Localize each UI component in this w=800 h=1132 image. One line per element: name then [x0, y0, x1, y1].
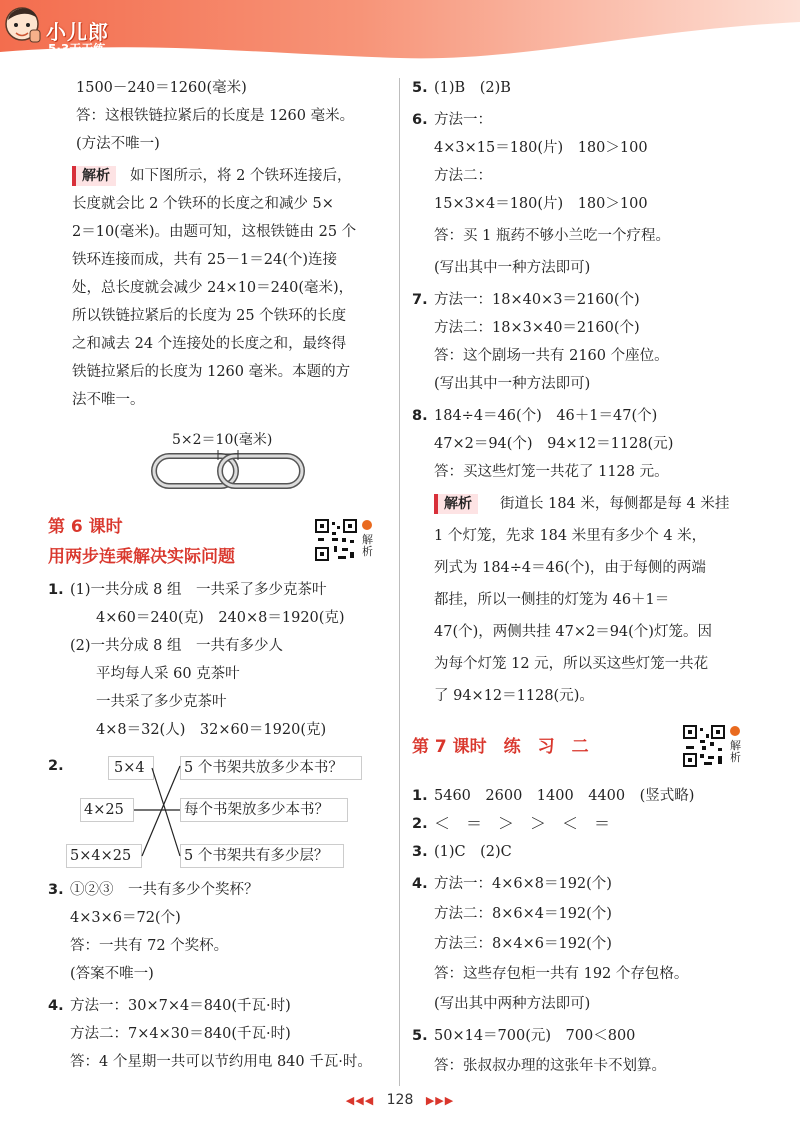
q1-line-3: (2)一共分成 8 组 一共有多少人 [70, 638, 283, 654]
r-q7-line-2: 方法二：18×3×40＝2160(个) [434, 320, 640, 336]
s7-q4-number: 4. [412, 876, 428, 892]
brand-logo [46, 14, 196, 58]
q2-box-r2 [180, 798, 348, 822]
s7-q5-line-1: 50×14＝700(元) 700＜800 [434, 1028, 636, 1044]
column-divider [399, 78, 400, 1086]
left-analysis-6: 所以铁链拉紧后的长度为 25 个铁环的长度 [72, 308, 347, 324]
r-q8-line-2: 47×2＝94(个) 94×12＝1128(元) [434, 436, 674, 452]
s7-q1-text: 5460 2600 1400 4400 (竖式略) [434, 788, 695, 804]
qr-label-right: 解析 [730, 739, 741, 764]
q2-left-3: 5×4×25 [70, 848, 132, 864]
r-analysis-5: 47(个)，两侧共挂 47×2＝94(个)灯笼。因 [434, 624, 712, 640]
r-analysis-2: 1 个灯笼，先求 184 米里有多少个 4 米， [434, 528, 707, 544]
r-q5-number: 5. [412, 80, 428, 96]
q3-line-3: 答：一共有 72 个奖杯。 [70, 938, 229, 954]
q2-right-3: 5 个书架共有多少层？ [184, 848, 329, 864]
section-7-title: 第 7 课时 练 习 二 [412, 737, 589, 757]
q2-box-r1 [180, 756, 362, 780]
q2-number: 2. [48, 758, 64, 774]
qr-label-left: 解析 [362, 533, 373, 558]
q1-line-6: 4×8＝32(人) 32×60＝1920(克) [96, 722, 327, 738]
q1-line-1: (1)一共分成 8 组 一共采了多少克茶叶 [70, 582, 327, 598]
r-q6-line-2: 4×3×15＝180(片) 180＞100 [434, 140, 648, 156]
play-icon [362, 520, 372, 530]
qr-code-icon[interactable] [314, 518, 358, 562]
q2-box-l2 [80, 798, 134, 822]
mascot-icon [0, 0, 44, 48]
prev-arrows-icon: ◀◀◀ [345, 1094, 375, 1107]
q1-number: 1. [48, 582, 64, 598]
s7-q5-number: 5. [412, 1028, 428, 1044]
left-analysis-8: 铁链拉紧后的长度为 1260 毫米。本题的方 [72, 364, 351, 380]
s7-q4-line-4: 答：这些存包柜一共有 192 个存包格。 [434, 966, 689, 982]
left-analysis-4: 铁环连接而成，共有 25－1＝24(个)连接 [72, 252, 338, 268]
r-q7-number: 7. [412, 292, 428, 308]
chain-figure-label: 5×2＝10(毫米) [172, 432, 273, 448]
r-analysis-6: 为每个灯笼 12 元，所以买这些灯笼一共花 [434, 656, 709, 672]
r-analysis-7: 了 94×12＝1128(元)。 [434, 688, 594, 704]
q1-line-5: 一共采了多少克茶叶 [96, 694, 227, 710]
r-q6-line-3: 方法二： [434, 168, 492, 184]
r-q6-line-4: 15×3×4＝180(片) 180＞100 [434, 196, 648, 212]
q4-line-3: 答：4 个星期一共可以节约用电 840 千瓦·时。 [70, 1054, 372, 1070]
q3-number: 3. [48, 882, 64, 898]
q3-line-1: ①②③ 一共有多少个奖杯？ [70, 882, 259, 898]
r-q6-line-6: (写出其中一种方法即可) [434, 260, 591, 276]
qr-code-icon-right[interactable] [682, 724, 726, 768]
left-analysis-9: 法不唯一。 [72, 392, 145, 408]
r-q5-text: (1)B (2)B [434, 80, 511, 96]
s7-q4-line-5: (写出其中两种方法即可) [434, 996, 591, 1012]
page-header [0, 0, 800, 62]
r-q8-number: 8. [412, 408, 428, 424]
q2-right-1: 5 个书架共放多少本书？ [184, 760, 343, 776]
q2-matching-lines [130, 760, 190, 870]
r-analysis-3: 列式为 184÷4＝46(个)，由于每侧的两端 [434, 560, 706, 576]
section-6-title: 第 6 课时 [48, 517, 123, 537]
q2-box-r3 [180, 844, 344, 868]
left-analysis-5: 处，总长度就会减少 24×10＝240(毫米)， [72, 280, 354, 296]
analysis-tag-left: 解析 [72, 166, 116, 186]
s7-q4-line-1: 方法一：4×6×8＝192(个) [434, 876, 612, 892]
page-footer [0, 1092, 800, 1108]
q3-line-4: (答案不唯一) [70, 966, 154, 982]
page-number: 128 [386, 1092, 414, 1108]
q4-line-2: 方法二：7×4×30＝840(千瓦·时) [70, 1026, 291, 1042]
chain-links-figure [148, 448, 308, 496]
r-analysis-4: 都挂，所以一侧挂的灯笼为 46＋1＝ [434, 592, 670, 608]
play-icon-right [730, 726, 740, 736]
s7-q3-text: (1)C (2)C [434, 844, 512, 860]
s7-q4-line-3: 方法三：8×4×6＝192(个) [434, 936, 612, 952]
s7-q1-number: 1. [412, 788, 428, 804]
r-q6-number: 6. [412, 112, 428, 128]
left-line-3: (方法不唯一) [76, 136, 160, 152]
left-line-2: 答：这根铁链拉紧后的长度是 1260 毫米。 [76, 108, 355, 124]
s7-q2-number: 2. [412, 816, 428, 832]
q1-line-4: 平均每人采 60 克茶叶 [96, 666, 240, 682]
r-q8-line-1: 184÷4＝46(个) 46＋1＝47(个) [434, 408, 658, 424]
s7-q2-text: ＜ ＝ ＞ ＞ ＜ ＝ [434, 814, 611, 833]
s7-q4-line-2: 方法二：8×6×4＝192(个) [434, 906, 612, 922]
r-q7-line-1: 方法一：18×40×3＝2160(个) [434, 292, 640, 308]
next-arrows-icon: ▶▶▶ [425, 1094, 455, 1107]
left-analysis-3: 2＝10(毫米)。由题可知，这根铁链由 25 个 [72, 224, 357, 240]
r-q6-line-1: 方法一： [434, 112, 492, 128]
q2-right-2: 每个书架放多少本书？ [184, 802, 329, 818]
r-q6-line-5: 答：买 1 瓶药不够小兰吃一个疗程。 [434, 228, 670, 244]
q2-left-2: 4×25 [84, 802, 124, 818]
r-q7-line-4: (写出其中一种方法即可) [434, 376, 591, 392]
q1-line-2: 4×60＝240(克) 240×8＝1920(克) [96, 610, 345, 626]
r-q7-line-3: 答：这个剧场一共有 2160 个座位。 [434, 348, 669, 364]
q4-line-1: 方法一：30×7×4＝840(千瓦·时) [70, 998, 291, 1014]
q2-left-1: 5×4 [114, 760, 145, 776]
left-analysis-7: 之和减去 24 个连接处的长度之和，最终得 [72, 336, 347, 352]
brand-name: 小儿郎 [46, 20, 109, 44]
left-analysis-2: 长度就会比 2 个铁环的长度之和减少 5× [72, 196, 334, 212]
left-analysis-1: 如下图所示，将 2 个铁环连接后， [130, 168, 352, 184]
r-analysis-1: 街道长 184 米，每侧都是每 4 米挂 [500, 496, 730, 512]
brand-subtitle: 5·3天天练 [48, 42, 106, 56]
s7-q3-number: 3. [412, 844, 428, 860]
left-line-1: 1500－240＝1260(毫米) [76, 80, 247, 96]
section-6-subtitle: 用两步连乘解决实际问题 [48, 547, 235, 567]
r-q8-line-3: 答：买这些灯笼一共花了 1128 元。 [434, 464, 669, 480]
s7-q5-line-2: 答：张叔叔办理的这张年卡不划算。 [434, 1058, 666, 1074]
q4-number: 4. [48, 998, 64, 1014]
analysis-tag-right: 解析 [434, 494, 478, 514]
q3-line-2: 4×3×6＝72(个) [70, 910, 181, 926]
